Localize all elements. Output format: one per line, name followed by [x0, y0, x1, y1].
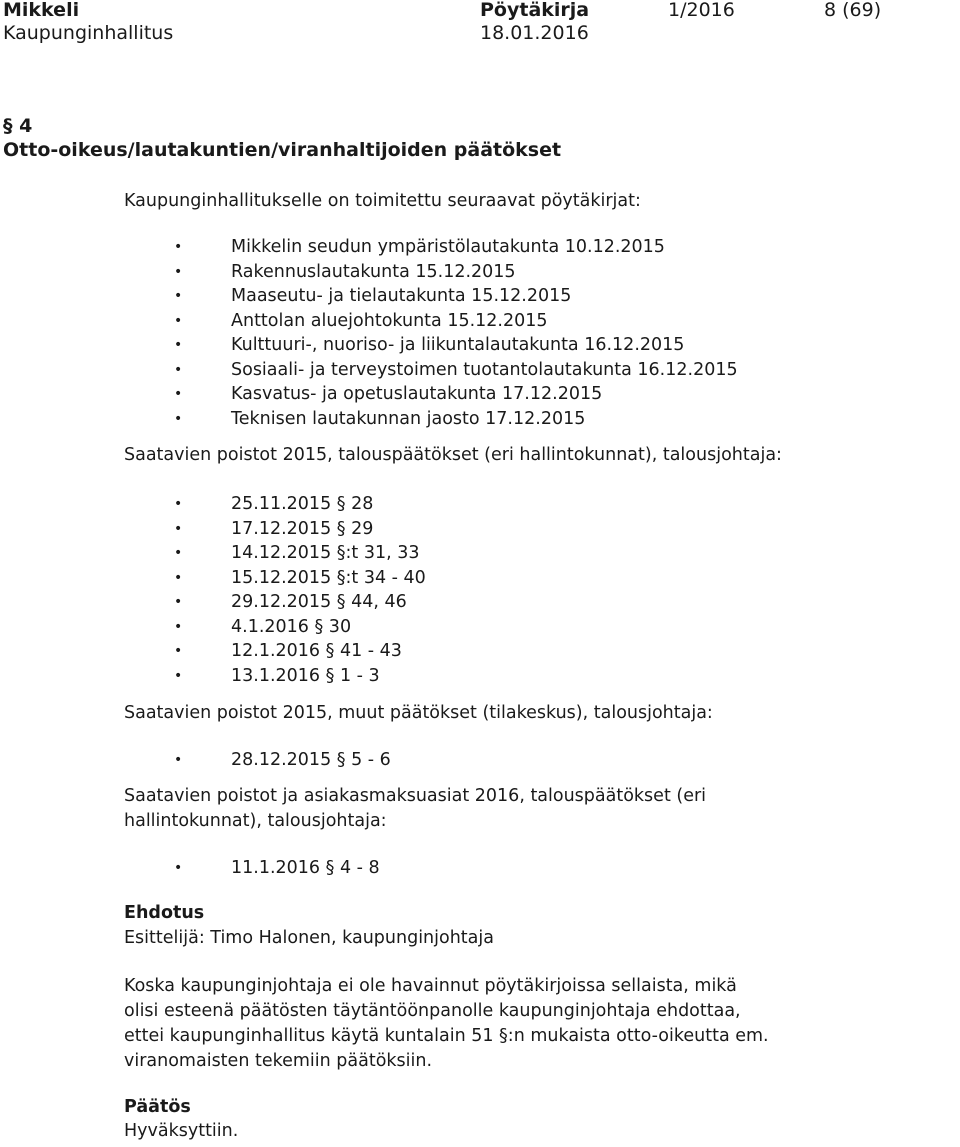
bullet-icon: • — [174, 520, 183, 537]
group1-heading: Saatavien poistot 2015, talouspäätökset (eri hallintokunnat), talousjohtaja: — [124, 445, 782, 465]
list-item: • 11.1.2016 § 4 - 8 — [174, 856, 380, 881]
bullet-icon: • — [174, 545, 183, 561]
bullet-icon: • — [174, 496, 183, 512]
header-issue: 1/2016 — [668, 0, 735, 21]
header-page: 8 (69) — [824, 0, 882, 21]
list-item: • 14.12.2015 §:t 31, 33 — [174, 541, 426, 566]
header-body: Kaupunginhallitus — [3, 22, 174, 44]
header-doc-type: Pöytäkirja — [480, 0, 590, 21]
decision-label: Päätös — [124, 1097, 191, 1117]
bullet-icon: • — [174, 288, 183, 304]
bullet-icon: • — [174, 410, 183, 427]
group1-list — [174, 492, 426, 688]
list-item: • Maaseutu- ja tielautakunta 15.12.2015 — [174, 284, 738, 309]
bullet-icon: • — [174, 361, 183, 378]
list-item: • 12.1.2016 § 41 - 43 — [174, 639, 426, 664]
proposal-label: Ehdotus — [124, 903, 205, 923]
proposal-text: Koska kaupunginjohtaja ei ole havainnut pöytäkirjoissa sellaista, mikä olisi esteenä päätösten täytäntöönpanolle kaupunginjohtaja ehdottaa, ettei kaupunginhallitus käytä kuntalain 51 §:n mukaista otto-oikeutta em. viranomaisten tekemiin päätöksiin. — [124, 976, 769, 1071]
group3-heading: Saatavien poistot ja asiakasmaksuasiat 2016, talouspäätökset (eri hallintokunnat), talousjohtaja: — [124, 786, 707, 831]
bullet-icon: • — [174, 312, 183, 329]
list-item: • 13.1.2016 § 1 - 3 — [174, 664, 426, 689]
header-org: Mikkeli — [3, 0, 80, 21]
list-item: • Anttolan aluejohtokunta 15.12.2015 — [174, 309, 738, 334]
bullet-icon: • — [174, 618, 183, 635]
decision-text: Hyväksyttiin. — [124, 1121, 239, 1141]
bullet-icon: • — [174, 860, 183, 876]
presenter-text: Esittelijä: Timo Halonen, kaupunginjohtaja — [124, 928, 494, 948]
bullet-icon: • — [174, 594, 183, 610]
group2-list — [174, 748, 391, 773]
list-item: • Kasvatus- ja opetuslautakunta 17.12.2015 — [174, 382, 738, 407]
intro-text: Kaupunginhallitukselle on toimitettu seuraavat pöytäkirjat: — [124, 191, 641, 211]
group3-list — [174, 856, 380, 881]
list-item: • 4.1.2016 § 30 — [174, 615, 426, 640]
bullet-icon: • — [174, 752, 183, 768]
header-date: 18.01.2016 — [480, 22, 589, 44]
list-item: • 28.12.2015 § 5 - 6 — [174, 748, 391, 773]
protocol-list — [174, 235, 738, 431]
section-number: § 4 — [3, 115, 33, 137]
list-item: • 29.12.2015 § 44, 46 — [174, 590, 426, 615]
list-item: • Rakennuslautakunta 15.12.2015 — [174, 260, 738, 285]
list-item: • Teknisen lautakunnan jaosto 17.12.2015 — [174, 407, 738, 432]
bullet-icon: • — [174, 643, 183, 659]
group2-heading: Saatavien poistot 2015, muut päätökset (tilakeskus), talousjohtaja: — [124, 703, 713, 723]
list-item: • Mikkelin seudun ympäristölautakunta 10.12.2015 — [174, 235, 738, 260]
bullet-icon: • — [174, 263, 183, 280]
list-item: • 25.11.2015 § 28 — [174, 492, 426, 517]
section-title: Otto-oikeus/lautakuntien/viranhaltijoiden päätökset — [3, 139, 562, 161]
bullet-icon: • — [174, 667, 183, 684]
list-item: • Kulttuuri-, nuoriso- ja liikuntalautakunta 16.12.2015 — [174, 333, 738, 358]
bullet-icon: • — [174, 569, 183, 586]
bullet-icon: • — [174, 386, 183, 402]
bullet-icon: • — [174, 337, 183, 353]
list-item: • Sosiaali- ja terveystoimen tuotantolautakunta 16.12.2015 — [174, 358, 738, 383]
list-item: • 15.12.2015 §:t 34 - 40 — [174, 566, 426, 591]
bullet-icon: • — [174, 239, 183, 255]
list-item: • 17.12.2015 § 29 — [174, 517, 426, 542]
